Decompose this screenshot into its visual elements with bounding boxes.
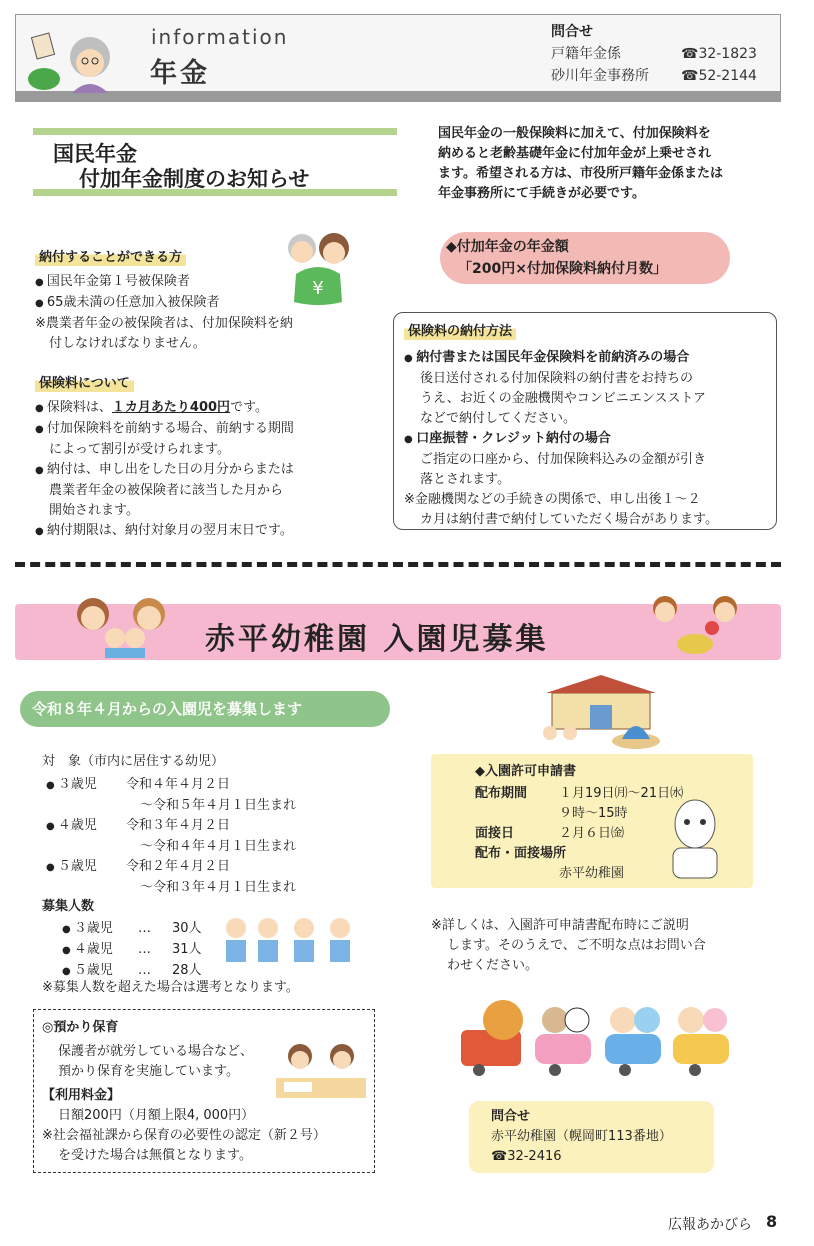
fee-note <box>42 1126 326 1166</box>
target-row: ● ５歳児 令和２年４月２日 <box>46 857 296 878</box>
care-body <box>58 1042 253 1082</box>
kids-playing-illustration <box>640 588 750 660</box>
fee-heading: 【利用料金】 <box>42 1088 121 1103</box>
dist-value1: １月19日㈪～21日㈬ <box>559 786 684 801</box>
app-heading: ◆入園許可申請書 <box>475 764 576 779</box>
eligible-note: 付しなければなりません。 <box>49 336 206 351</box>
kindergarten-building-illustration <box>526 669 676 753</box>
fee-body: 日額200円（月額上限4, 000円） <box>58 1108 255 1123</box>
target-row-to: ～令和３年４月１日生まれ <box>140 880 297 895</box>
premium-item: ● 納付期限は、納付対象月の翌月末日です。 <box>35 521 294 542</box>
capacity-row: ● ５歳児 … 28人 <box>62 961 202 982</box>
horse-mascot-illustration <box>659 794 731 884</box>
elderly-woman-illustration <box>22 23 132 93</box>
childcare-box <box>33 1009 375 1173</box>
amount-pill <box>440 232 730 284</box>
method1-line: 後日送付される付加保険料の納付書をお持ちの <box>420 371 694 386</box>
target-row-to: ～令和４年４月１日生まれ <box>140 839 297 854</box>
info-word: information <box>151 25 289 49</box>
footer-publication: 広報あかびら <box>668 1217 752 1233</box>
target-row: ● ３歳児 令和４年４月２日 <box>46 775 296 796</box>
eligible-list <box>35 272 293 354</box>
care-line: 預かり保育を実施しています。 <box>58 1064 239 1079</box>
children-illustration <box>218 908 362 972</box>
pension-title-box <box>33 128 397 196</box>
premium-item-cont: 農業者年金の被保険者に該当した月から <box>49 483 284 498</box>
method2-line: 落とされます。 <box>420 472 510 487</box>
method1-line: などで納付してください。 <box>420 411 577 426</box>
amount-line1: ◆付加年金の年金額 <box>446 239 569 255</box>
eligible-item: ● 国民年金第１号被保険者 <box>35 272 293 293</box>
premium-list <box>35 398 294 542</box>
place-value: 赤平幼稚園 <box>559 866 625 881</box>
eligible-note: ※農業者年金の被保険者は、付加保険料を納 <box>35 316 293 331</box>
care-line: 保護者が就労している場合など、 <box>58 1044 254 1059</box>
fee-note-line: ※社会福祉課から保育の必要性の認定（新２号） <box>42 1128 326 1143</box>
interview-label: 面接日 <box>475 826 515 841</box>
family-illustration <box>65 592 185 658</box>
detail-note-line: ※詳しくは、入園許可申請書配布時にご説明 <box>431 918 689 933</box>
target-list <box>46 775 296 898</box>
page-header <box>15 14 781 102</box>
method1-line: うえ、お近くの金融機関やコンビニエンスストア <box>420 391 707 406</box>
interview-value: ２月６日㈮ <box>559 826 625 841</box>
intro-line: 納めると老齢基礎年金に付加年金が上乗せされ <box>438 146 712 161</box>
intro-line: ます。希望される方は、市役所戸籍年金係または <box>438 166 723 181</box>
train-animals-illustration <box>455 990 745 1080</box>
premium-item: ● 保険料は、１カ月あたり400円です。 <box>35 398 294 419</box>
intro-line: 国民年金の一般保険料に加えて、付加保険料を <box>438 126 711 141</box>
pension-title-line2: 付加年金制度のお知らせ <box>79 167 310 191</box>
method-heading: 保険料の納付方法 <box>404 319 516 340</box>
kg-contact-tel: ☎32-2416 <box>491 1149 562 1164</box>
fee-note-line: を受けた場合は無償となります。 <box>58 1148 252 1163</box>
children-drawing-illustration <box>270 1038 370 1104</box>
method2-head: ● 口座振替・クレジット納付の場合 <box>404 429 774 450</box>
premium-item-cont: 開始されます。 <box>49 503 139 518</box>
capacity-note: ※募集人数を超えた場合は選考となります。 <box>42 980 299 995</box>
method2-line: ご指定の口座から、付加保険料込みの金額が引き <box>420 452 707 467</box>
target-heading: 対 象（市内に居住する幼児） <box>42 754 225 769</box>
target-row: ● ４歳児 令和３年４月２日 <box>46 816 296 837</box>
premium-item: ● 納付は、申し出をした日の月分からまたは <box>35 460 294 481</box>
pension-intro <box>438 124 778 204</box>
header-contact-name-2: 砂川年金事務所 <box>551 68 649 84</box>
header-contact-tel-2: ☎52-2144 <box>681 68 757 84</box>
detail-note-line: わせください。 <box>447 958 539 973</box>
page-title: 年金 <box>150 58 210 89</box>
capacity-list <box>62 919 202 982</box>
premium-heading: 保険料について <box>35 371 134 392</box>
method-note: カ月は納付書で納付していただく場合があります。 <box>420 512 718 527</box>
pension-title-line1: 国民年金 <box>53 142 137 166</box>
care-heading: ◎預かり保育 <box>42 1020 119 1035</box>
svg-text:¥: ¥ <box>312 278 324 299</box>
application-box <box>431 754 753 888</box>
capacity-heading: 募集人数 <box>42 899 95 914</box>
capacity-row: ● ３歳児 … 30人 <box>62 919 202 940</box>
method-body <box>404 348 774 530</box>
premium-item: ● 付加保険料を前納する場合、前納する期間 <box>35 419 294 440</box>
eligible-heading: 納付することができる方 <box>35 245 186 266</box>
amount-line2: 「200円×付加保険料納付月数」 <box>458 261 667 277</box>
place-label: 配布・面接場所 <box>475 846 567 861</box>
payment-method-box <box>393 312 777 530</box>
method1-head: ● 納付書または国民年金保険料を前納済みの場合 <box>404 348 774 369</box>
dist-label: 配布期間 <box>475 786 528 801</box>
kindergarten-banner <box>15 604 781 660</box>
target-row-to: ～令和５年４月１日生まれ <box>140 798 297 813</box>
intro-line: 年金事務所にて手続きが必要です。 <box>438 186 645 201</box>
capacity-row: ● ４歳児 … 31人 <box>62 940 202 961</box>
kindergarten-title: 赤平幼稚園 入園児募集 <box>205 622 549 657</box>
premium-amount: １カ月あたり400円 <box>111 400 231 415</box>
kg-contact-label: 問合せ <box>491 1109 531 1124</box>
kg-contact-name: 赤平幼稚園（幌岡町113番地） <box>491 1129 672 1144</box>
header-contact-name-1: 戸籍年金係 <box>551 46 621 62</box>
detail-note-line: します。そのうえで、ご不明な点はお問い合 <box>447 938 706 953</box>
eligible-item: ● 65歳未満の任意加入被保険者 <box>35 293 293 314</box>
section-divider <box>15 562 781 567</box>
kindergarten-contact-box <box>469 1101 714 1173</box>
detail-note <box>431 916 771 976</box>
method-note: ※金融機関などの手続きの関係で、申し出後１～２ <box>404 492 701 507</box>
dist-value2: ９時～15時 <box>559 806 628 821</box>
header-contact-tel-1: ☎32-1823 <box>681 46 757 62</box>
premium-item-cont: によって割引が受けられます。 <box>49 442 230 457</box>
page-number: 8 <box>766 1212 778 1231</box>
recruit-pill: 令和８年４月からの入園児を募集します <box>20 691 390 727</box>
header-contact-label: 問合せ <box>551 24 593 40</box>
